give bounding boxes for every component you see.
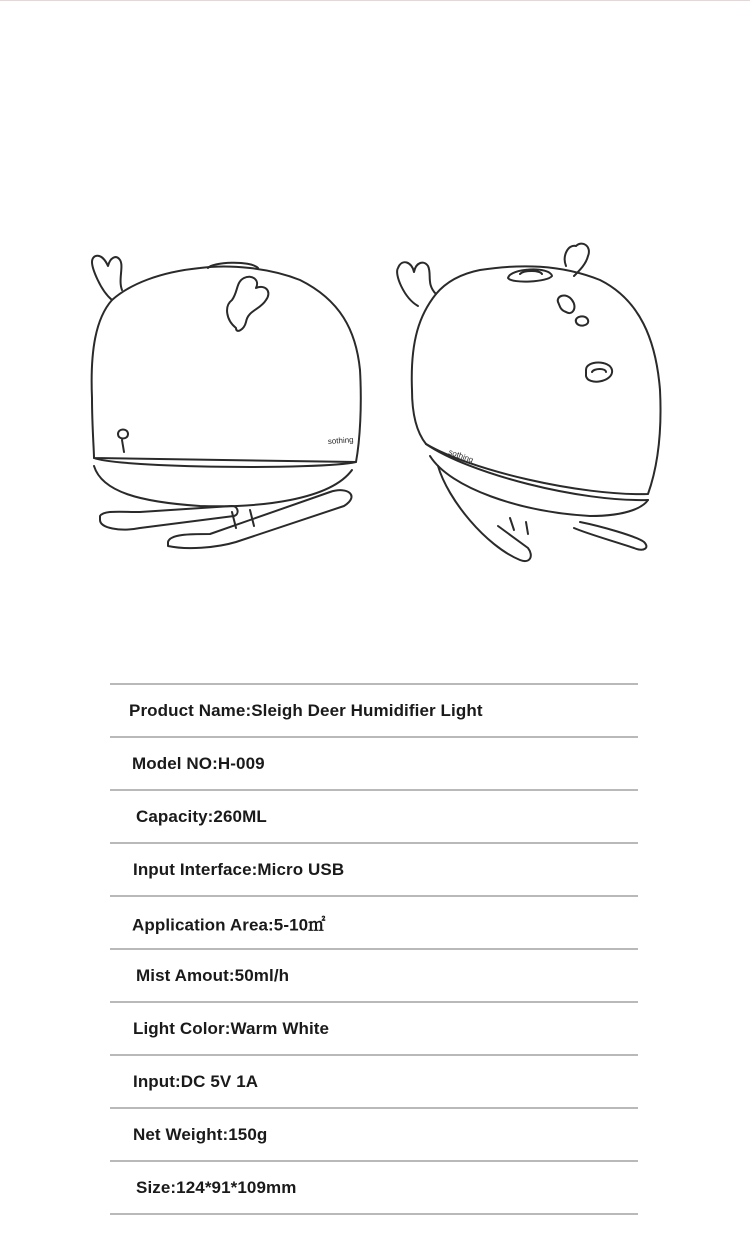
body-outline-right [412, 266, 661, 494]
spec-row-input [110, 1056, 638, 1107]
spec-row-mist-amount [110, 950, 638, 1001]
spec-net-weight: Net Weight:150g [133, 1124, 268, 1144]
spec-application-area: Application Area:5-10㎡ [132, 915, 326, 934]
top-divider [0, 0, 750, 1]
top-vent-right [508, 269, 552, 281]
specifications-table [110, 683, 638, 1215]
spec-row-input-interface [110, 844, 638, 895]
spec-input: Input:DC 5V 1A [133, 1071, 259, 1091]
spec-row-application-area [110, 897, 638, 948]
spec-product-name: Product Name:Sleigh Deer Humidifier Light [129, 700, 483, 720]
key-icon-left [118, 430, 128, 453]
spec-capacity: Capacity:260ML [136, 806, 267, 826]
stand-post-right [510, 518, 528, 534]
spec-model: Model NO:H-009 [132, 753, 265, 773]
deer-front-view [92, 256, 361, 548]
spec-row-model [110, 738, 638, 789]
spec-row-capacity [110, 791, 638, 842]
leg-right-2 [574, 522, 646, 550]
deer-rear-view [397, 244, 660, 561]
button-small [576, 316, 588, 325]
sleigh-runner-left-2 [168, 490, 351, 548]
spec-light-color: Light Color:Warm White [133, 1018, 330, 1038]
antler-back-right [397, 262, 436, 306]
antler-front [227, 277, 268, 331]
base-lower-left [94, 466, 352, 506]
spec-row-product-name [110, 685, 638, 736]
body-outline-left [92, 267, 361, 463]
brand-mark-left: sothing [327, 435, 354, 446]
product-line-drawing [0, 230, 750, 590]
spec-row-size [110, 1162, 638, 1213]
left-antler-back [92, 256, 122, 300]
spec-mist-amount: Mist Amout:50ml/h [136, 965, 290, 985]
spec-row-net-weight [110, 1109, 638, 1160]
brand-mark-right: sothing [447, 447, 475, 465]
spec-input-interface: Input Interface:Micro USB [133, 859, 345, 879]
spec-size: Size:124*91*109mm [136, 1177, 297, 1197]
sleigh-runner-left-1 [100, 506, 238, 530]
button-oval [558, 296, 575, 314]
spec-divider [110, 1213, 638, 1215]
spec-row-light-color [110, 1003, 638, 1054]
usb-port [586, 363, 612, 382]
